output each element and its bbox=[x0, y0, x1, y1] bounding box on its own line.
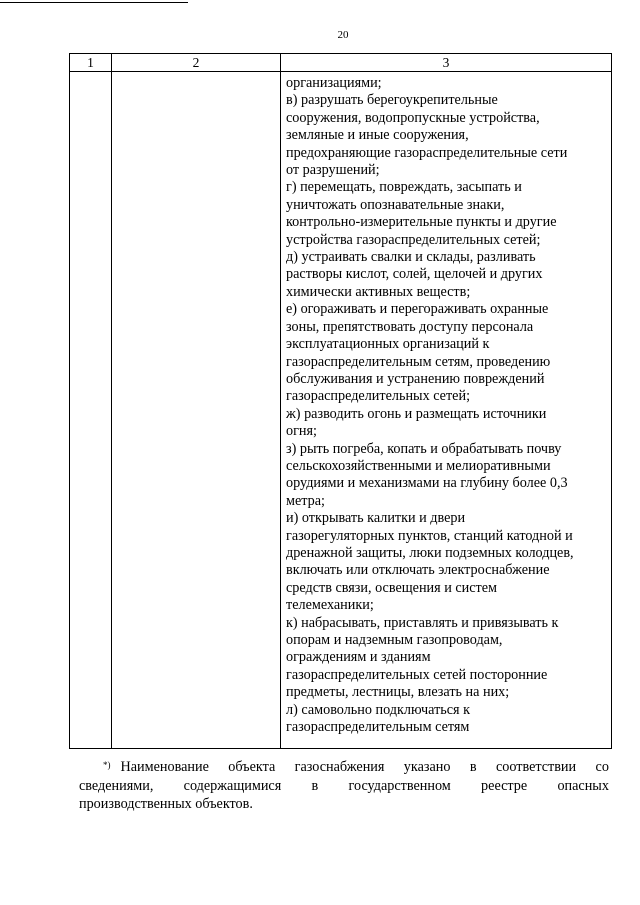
text-line: е) огораживать и перегораживать охранные bbox=[286, 301, 549, 318]
footnote-line-3: производственных объектов. bbox=[79, 796, 253, 813]
table-header-row bbox=[70, 54, 612, 72]
text-line: дренажной защиты, люки подземных колодцев, bbox=[286, 544, 574, 561]
footnote-word: сведениями, bbox=[79, 777, 154, 794]
page-number: 20 bbox=[337, 29, 349, 41]
text-line: уничтожать опознавательные знаки, bbox=[286, 196, 505, 213]
text-line: предохраняющие газораспределительные сети bbox=[286, 144, 568, 161]
text-line: в) разрушать берегоукрепительные bbox=[286, 92, 498, 109]
footnote-marker: *) bbox=[103, 760, 111, 770]
text-line: газораспределительных сетей посторонние bbox=[286, 666, 548, 683]
footnote-word: соответствии bbox=[495, 759, 577, 775]
footnote-word: реестре bbox=[481, 777, 528, 794]
text-line: газораспределительным сетям bbox=[286, 719, 470, 736]
text-line: газорегуляторных пунктов, станций катодной и bbox=[286, 527, 573, 544]
text-line: химически активных веществ; bbox=[286, 283, 471, 300]
text-line: обслуживания и устранению повреждений bbox=[286, 370, 545, 387]
footnote-word: объекта bbox=[228, 759, 276, 775]
cell-column-1 bbox=[70, 72, 112, 749]
text-line: и) открывать калитки и двери bbox=[286, 510, 466, 527]
text-line: контрольно-измерительные пункты и другие bbox=[286, 214, 557, 231]
text-line: телемеханики; bbox=[286, 597, 374, 614]
text-line: сооружения, водопропускные устройства, bbox=[286, 109, 540, 126]
footnote-line-1 bbox=[79, 758, 609, 777]
text-line: к) набрасывать, приставлять и привязывать к bbox=[286, 614, 559, 631]
footnote-word: опасных bbox=[557, 777, 609, 794]
cell-column-3 bbox=[281, 72, 612, 749]
text-line: организациями; bbox=[286, 75, 382, 91]
text-line: з) рыть погреба, копать и обрабатывать почву bbox=[286, 440, 562, 457]
column-header-3: 3 bbox=[281, 54, 612, 72]
text-line: газораспределительным сетям, проведению bbox=[286, 353, 551, 370]
footnote-word: указано bbox=[403, 759, 451, 775]
footnote-word: государственном bbox=[348, 777, 451, 794]
top-rule bbox=[0, 2, 188, 3]
text-line: зоны, препятствовать доступу персонала bbox=[286, 318, 534, 335]
footnote-word: содержащимися bbox=[183, 777, 282, 794]
column-header-1: 1 bbox=[70, 54, 112, 72]
text-line: г) перемещать, повреждать, засыпать и bbox=[286, 179, 522, 196]
table-row bbox=[70, 72, 612, 749]
footnote-word: в bbox=[469, 759, 477, 775]
text-line: л) самовольно подключаться к bbox=[286, 701, 471, 718]
text-line: метра; bbox=[286, 492, 325, 509]
text-line: земляные и иные сооружения, bbox=[286, 127, 469, 144]
text-line: д) устраивать свалки и склады, разливать bbox=[286, 249, 536, 266]
text-line: растворы кислот, солей, щелочей и других bbox=[286, 266, 543, 283]
column-3-text bbox=[281, 72, 611, 736]
text-line: огня; bbox=[286, 423, 317, 440]
text-line: орудиями и механизмами на глубину более 0,3 bbox=[286, 475, 568, 492]
text-line: опорам и надземным газопроводам, bbox=[286, 632, 503, 648]
column-header-2: 2 bbox=[112, 54, 281, 72]
text-line: ж) разводить огонь и размещать источники bbox=[286, 405, 547, 422]
footnote-line-2 bbox=[79, 777, 609, 796]
footnote-word: в bbox=[311, 777, 319, 794]
footnote bbox=[79, 758, 609, 814]
text-line: от разрушений; bbox=[286, 162, 380, 179]
footnote-word: *) Наименование bbox=[103, 759, 209, 775]
footnote-word: со bbox=[595, 759, 609, 775]
cell-column-2 bbox=[112, 72, 281, 749]
text-line: средств связи, освещения и систем bbox=[286, 579, 498, 596]
text-line: включать или отключать электроснабжение bbox=[286, 562, 550, 579]
requirements-table bbox=[69, 53, 612, 749]
text-line: газораспределительных сетей; bbox=[286, 388, 471, 405]
text-line: устройства газораспределительных сетей; bbox=[286, 231, 541, 248]
text-line: предметы, лестницы, влезать на них; bbox=[286, 684, 510, 701]
footnote-word: газоснабжения bbox=[294, 759, 385, 775]
text-line: сельскохозяйственными и мелиоративными bbox=[286, 457, 551, 474]
text-line: ограждениям и зданиям bbox=[286, 649, 431, 666]
text-line: эксплуатационных организаций к bbox=[286, 336, 490, 353]
